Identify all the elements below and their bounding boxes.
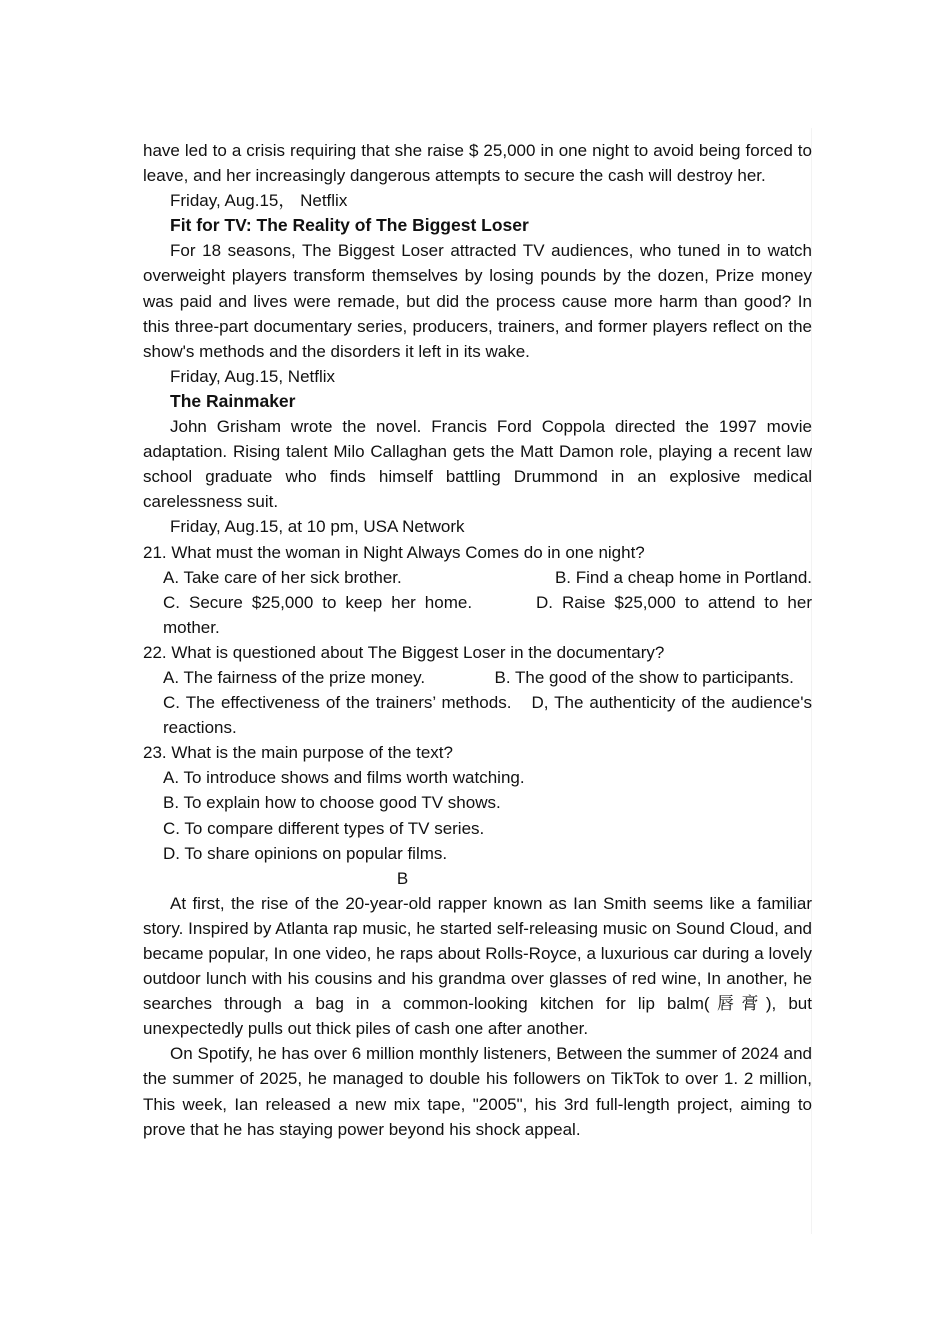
question-22-option-d: D, The authenticity of the audience's reactions. xyxy=(163,693,812,738)
question-23-option-b: B. To explain how to choose good TV shows. xyxy=(163,793,501,813)
biggest-loser-schedule: Friday, Aug.15, Netflix xyxy=(170,366,336,386)
question-21-option-b: B. Find a cheap home in Portland. xyxy=(554,567,812,587)
biggest-loser-title: Fit for TV: The Reality of The Biggest Loser xyxy=(170,215,529,236)
question-22-options-cd xyxy=(143,690,812,740)
question-21-option-a: A. Take care of her sick brother. xyxy=(163,567,402,587)
question-22-options-ab xyxy=(143,665,812,690)
rainmaker-title: The Rainmaker xyxy=(170,390,296,411)
night-always-comes-schedule: Friday, Aug.15， Netflix xyxy=(170,191,348,211)
question-23-option-c: C. To compare different types of TV series. xyxy=(163,818,485,838)
night-always-comes-text: have led to a crisis requiring that she raise $ 25,000 in one night to avoid being forced to leave, and her increasingly dangerous attempts to secure the cash will destroy her. xyxy=(143,141,812,186)
question-21-stem: 21. What must the woman in Night Always Comes do in one night? xyxy=(143,542,645,562)
question-23-option-d: D. To share opinions on popular films. xyxy=(163,843,448,863)
question-22-stem: 22. What is questioned about The Biggest Loser in the documentary? xyxy=(143,642,665,662)
passage-b-paragraph-1: At first, the rise of the 20-year-old rapper known as Ian Smith seems like a familiar story. Inspired by Atlanta rap music, he started self-releasing music on Sound Cloud, and became popular, In one video, he raps about Rolls-Royce, a luxurious car during a lovely outdoor lunch with his cousins and his grandma over glasses of red wine, In another, he searches through a bag in a common-looking kitchen for lip balm(唇膏), but unexpectedly pulls out thick piles of cash one after another. xyxy=(143,893,812,1039)
page-edge xyxy=(811,128,840,1234)
question-21-options-ab xyxy=(143,565,812,590)
passage-b-label: B xyxy=(396,868,409,888)
exam-page xyxy=(143,138,812,1142)
question-21-option-d: D. Raise $25,000 to attend to her mother. xyxy=(163,592,812,637)
rainmaker-text: John Grisham wrote the novel. Francis Ford Coppola directed the 1997 movie adaptation. Rising talent Milo Callaghan gets the Matt Damon role, playing a recent law school graduate who finds himself battling Drummond in an explosive medical carelessness suit. xyxy=(143,417,812,512)
question-22-option-a: A. The fairness of the prize money. xyxy=(163,667,426,687)
question-22-option-b: B. The good of the show to participants. xyxy=(494,667,794,687)
passage-b-paragraph-2: On Spotify, he has over 6 million monthly listeners, Between the summer of 2024 and the summer of 2025, he managed to double his followers on TikTok to over 1. 2 million, This week, Ian released a new mix tape, "2005", his 3rd full-length project, aiming to prove that he has staying power beyond his shock appeal. xyxy=(143,1044,812,1139)
rainmaker-schedule: Friday, Aug.15, at 10 pm, USA Network xyxy=(170,517,465,537)
question-23-stem: 23. What is the main purpose of the text? xyxy=(143,743,453,763)
question-21-option-c: C. Secure $25,000 to keep her home. xyxy=(163,592,473,612)
question-22-option-c: C. The effectiveness of the trainers’ methods. xyxy=(163,693,512,713)
question-21-options-cd xyxy=(143,590,812,640)
question-23-option-a: A. To introduce shows and films worth watching. xyxy=(163,768,525,788)
biggest-loser-text: For 18 seasons, The Biggest Loser attracted TV audiences, who tuned in to watch overweight players transform themselves by losing pounds by the dozen, Prize money was paid and lives were remade, but did the process cause more harm than good? In this three-part documentary series, producers, trainers, and former players reflect on the show's methods and the disorders it left in its wake. xyxy=(143,241,812,361)
